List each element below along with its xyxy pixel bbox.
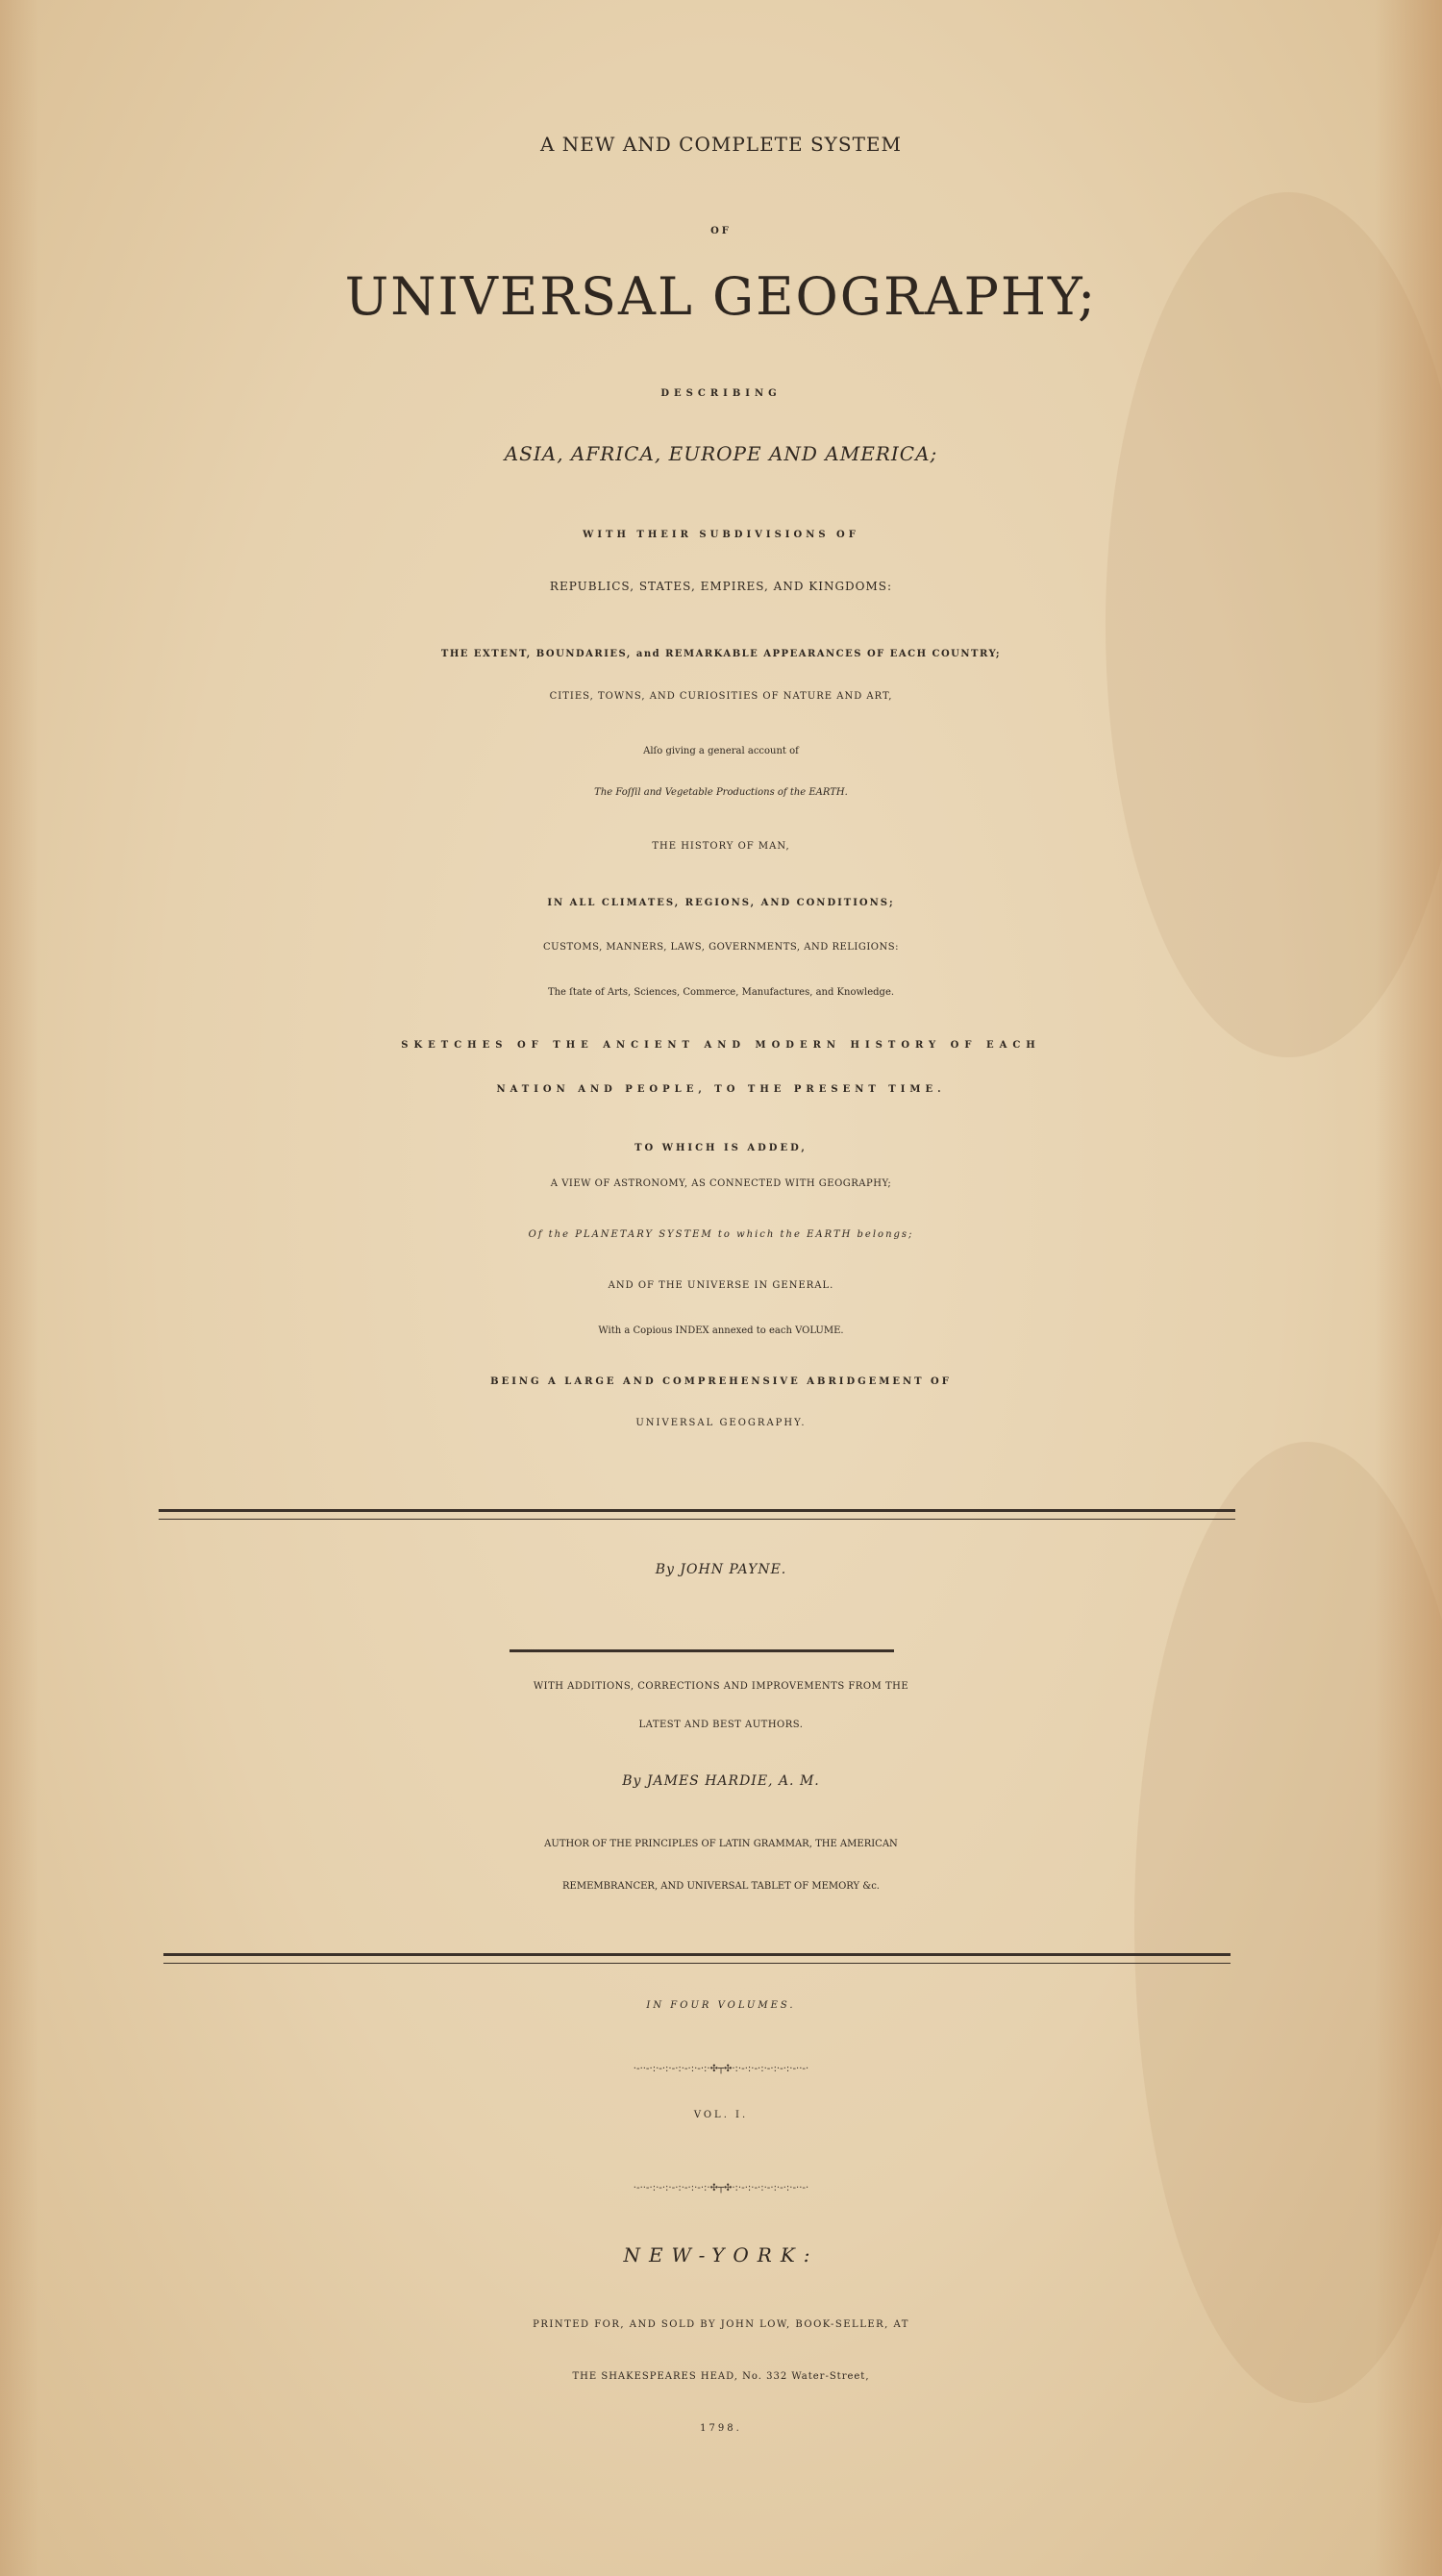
double-rule-bottom	[163, 1953, 1231, 1956]
main-title: UNIVERSAL GEOGRAPHY;	[344, 266, 1098, 327]
author-line: By JOHN PAYNE.	[655, 1562, 787, 1577]
added-line: TO WHICH IS ADDED,	[634, 1143, 808, 1153]
continents-line: ASIA, AFRICA, EUROPE AND AMERICA;	[504, 442, 938, 465]
history-of-man-line: THE HISTORY OF MAN,	[652, 841, 790, 852]
double-rule-top	[159, 1509, 1235, 1512]
universe-line: AND OF THE UNIVERSE IN GENERAL.	[608, 1280, 834, 1291]
nation-line: NATION AND PEOPLE, TO THE PRESENT TIME.	[496, 1084, 946, 1095]
customs-line: CUSTOMS, MANNERS, LAWS, GOVERNMENTS, AND RELIGIONS:	[543, 942, 899, 953]
abridgement-line: BEING A LARGE AND COMPREHENSIVE ABRIDGEMENT OF	[490, 1376, 952, 1387]
climates-line: IN ALL CLIMATES, REGIONS, AND CONDITIONS;	[547, 898, 895, 908]
index-line: With a Copious INDEX annexed to each VOLUME.	[598, 1325, 844, 1336]
fossil-line: The Foſſil and Vegetable Productions of the EARTH.	[594, 787, 848, 798]
short-rule	[510, 1649, 894, 1652]
subdivisions-line: WITH THEIR SUBDIVISIONS OF	[583, 530, 859, 540]
general-account-line: Alſo giving a general account of	[643, 746, 799, 756]
title-line-of: OF	[710, 226, 732, 236]
double-rule-top-thin	[159, 1519, 1235, 1520]
ornament-rule-top: ·-··-·:·-·:·-·:·-·:·-·:·✣┬✣·:·-·:·-·:·-·:·-·:·-··-·	[633, 2064, 809, 2074]
arts-line: The ſtate of Arts, Sciences, Commerce, Manufactures, and Knowledge.	[547, 987, 895, 998]
editor-line: By JAMES HARDIE, A. M.	[622, 1773, 820, 1789]
volume-line: VOL. I.	[693, 2110, 749, 2120]
republics-line: REPUBLICS, STATES, EMPIRES, AND KINGDOMS:	[549, 580, 893, 593]
year-line: 1798.	[700, 2423, 742, 2434]
additions-line-1: WITH ADDITIONS, CORRECTIONS AND IMPROVEMENTS FROM THE	[533, 1681, 909, 1692]
volumes-line: IN FOUR VOLUMES.	[646, 2000, 796, 2011]
additions-line-2: LATEST AND BEST AUTHORS.	[638, 1720, 804, 1730]
imprint-line-2: THE SHAKESPEARES HEAD, No. 332 Water-Street,	[572, 2371, 870, 2382]
editor-desc-line-2: REMEMBRANCER, AND UNIVERSAL TABLET OF MEMORY &c.	[562, 1881, 880, 1892]
extent-line: THE EXTENT, BOUNDARIES, and REMARKABLE APPEARANCES OF EACH COUNTRY;	[440, 649, 1002, 659]
editor-desc-line-1: AUTHOR OF THE PRINCIPLES OF LATIN GRAMMAR, THE AMERICAN	[544, 1839, 898, 1849]
cities-line: CITIES, TOWNS, AND CURIOSITIES OF NATURE AND ART,	[549, 691, 893, 702]
place-line: NEW-YORK:	[623, 2243, 819, 2266]
planetary-line: Of the PLANETARY SYSTEM to which the EARTH belongs;	[528, 1229, 914, 1240]
ornament-rule-bottom: ·-··-·:·-·:·-·:·-·:·-·:·✣┬✣·:·-·:·-·:·-·:·-·:·-··-·	[633, 2183, 809, 2193]
universal-geography-line: UNIVERSAL GEOGRAPHY.	[635, 1418, 807, 1428]
sketches-line: SKETCHES OF THE ANCIENT AND MODERN HISTORY OF EACH	[401, 1040, 1041, 1051]
imprint-line-1: PRINTED FOR, AND SOLD BY JOHN LOW, BOOK-SELLER, AT	[533, 2319, 909, 2330]
describing-line: DESCRIBING	[660, 388, 782, 399]
title-line-1: A NEW AND COMPLETE SYSTEM	[540, 133, 902, 156]
astronomy-line: A VIEW OF ASTRONOMY, AS CONNECTED WITH GEOGRAPHY;	[550, 1178, 892, 1189]
double-rule-bottom-thin	[163, 1963, 1231, 1964]
